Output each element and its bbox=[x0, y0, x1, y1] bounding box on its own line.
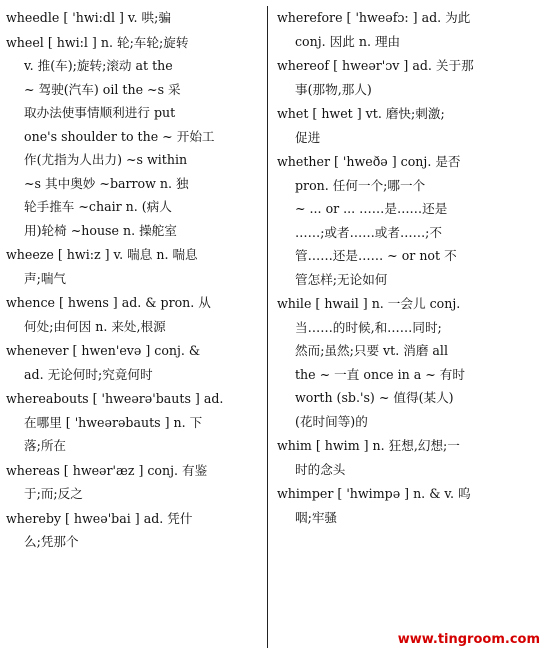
entry-whim bbox=[277, 434, 541, 481]
entry-line: whimper [ 'hwimpə ] n. & v. 呜 bbox=[277, 486, 471, 501]
entry-whereof bbox=[277, 54, 541, 101]
entry-line: wheedle [ 'hwi:dl ] v. 哄;骗 bbox=[6, 10, 171, 25]
entry-line: the ~ 一直 once in a ~ 有时 bbox=[295, 366, 465, 382]
entry-line: 咽;牢骚 bbox=[295, 509, 338, 525]
entry-line: 管……还是…… ~ or not 不 bbox=[295, 248, 457, 263]
entry-line: ~s 其中奥妙 ~barrow n. 独 bbox=[24, 175, 189, 191]
entry-line: whenever [ hwen'evə ] conj. & bbox=[6, 343, 201, 358]
entry-whether bbox=[277, 150, 541, 291]
entry-line: wherefore [ 'hweəfɔ: ] ad. 为此 bbox=[277, 10, 471, 25]
entry-whet bbox=[277, 102, 541, 149]
entry-line: (花时间等)的 bbox=[295, 413, 368, 429]
entry-line: worth (sb.'s) ~ 值得(某人) bbox=[295, 390, 454, 405]
entry-line: 在哪里 [ 'hweərəbauts ] n. 下 bbox=[24, 414, 203, 430]
entry-line: 然而;虽然;只要 vt. 消磨 all bbox=[295, 343, 448, 358]
entry-line: ad. 无论何时;究竟何时 bbox=[24, 366, 153, 382]
entry-whenever bbox=[6, 339, 264, 386]
entry-line: one's shoulder to the ~ 开始工 bbox=[24, 128, 215, 144]
entry-line: ~ 驾驶(汽车) oil the ~s 采 bbox=[24, 81, 181, 97]
entry-line: whether [ 'hweðə ] conj. 是否 bbox=[277, 154, 461, 169]
entry-line: v. 推(车);旋转;滚动 at the bbox=[24, 58, 173, 73]
entry-line: conj. 因此 n. 理由 bbox=[295, 33, 401, 49]
entry-wheel bbox=[6, 31, 264, 243]
entry-line: whence [ hwens ] ad. & pron. 从 bbox=[6, 295, 211, 310]
entry-line: 轮手推车 ~chair n. (病人 bbox=[24, 199, 172, 214]
entry-line: 于;而;反之 bbox=[24, 486, 83, 501]
entry-line: whereof [ hweər'ɔv ] ad. 关于那 bbox=[277, 58, 474, 73]
entry-wheedle bbox=[6, 6, 264, 30]
left-column bbox=[6, 6, 264, 555]
right-column bbox=[277, 6, 541, 530]
entry-line: whim [ hwim ] n. 狂想,幻想;一 bbox=[277, 438, 460, 453]
entry-line: 当……的时候,和……同时; bbox=[295, 319, 442, 335]
entry-line: pron. 任何一个;哪一个 bbox=[295, 177, 426, 193]
entry-line: whet [ hwet ] vt. 磨快;刺激; bbox=[277, 106, 445, 121]
entry-line: 取办法使事情顺利进行 put bbox=[24, 105, 176, 120]
entry-line: ~ ... or ... ……是……还是 bbox=[295, 201, 448, 216]
entry-line: 用)轮椅 ~house n. 操舵室 bbox=[24, 222, 177, 238]
entry-wheeze bbox=[6, 243, 264, 290]
entry-line: whereby [ hweə'bai ] ad. 凭什 bbox=[6, 510, 193, 526]
entry-line: 落;所在 bbox=[24, 438, 67, 453]
entry-line: 么;凭那个 bbox=[24, 534, 79, 549]
entry-line: ……;或者……或者……;不 bbox=[295, 224, 443, 240]
entry-whereby bbox=[6, 507, 264, 554]
entry-whimper bbox=[277, 482, 541, 529]
entry-line: whereabouts [ 'hweərə'bauts ] ad. bbox=[6, 391, 224, 406]
source-url-link[interactable]: www.tingroom.com bbox=[397, 632, 540, 647]
entry-whereas bbox=[6, 459, 264, 506]
entry-line: 促进 bbox=[295, 129, 321, 145]
entry-while bbox=[277, 292, 541, 433]
entry-line: wheeze [ hwi:z ] v. 喘息 n. 喘息 bbox=[6, 247, 198, 262]
entry-line: 事(那物,那人) bbox=[295, 81, 372, 97]
entry-line: 时的念头 bbox=[295, 461, 346, 477]
entry-whence bbox=[6, 291, 264, 338]
entry-whereabouts bbox=[6, 387, 264, 458]
entry-line: while [ hwail ] n. 一会儿 conj. bbox=[277, 296, 461, 311]
entry-line: whereas [ hweər'æz ] conj. 有鉴 bbox=[6, 462, 208, 478]
entry-line: 作(尤指为人出力) ~s within bbox=[24, 152, 188, 167]
column-divider bbox=[267, 6, 268, 648]
entry-line: 声;喘气 bbox=[24, 270, 67, 286]
entry-wherefore bbox=[277, 6, 541, 53]
entry-line: 何处;由何因 n. 来处,根源 bbox=[24, 318, 166, 334]
entry-line: wheel [ hwi:l ] n. 轮;车轮;旋转 bbox=[6, 34, 189, 50]
entry-line: 管怎样;无论如何 bbox=[295, 271, 388, 287]
